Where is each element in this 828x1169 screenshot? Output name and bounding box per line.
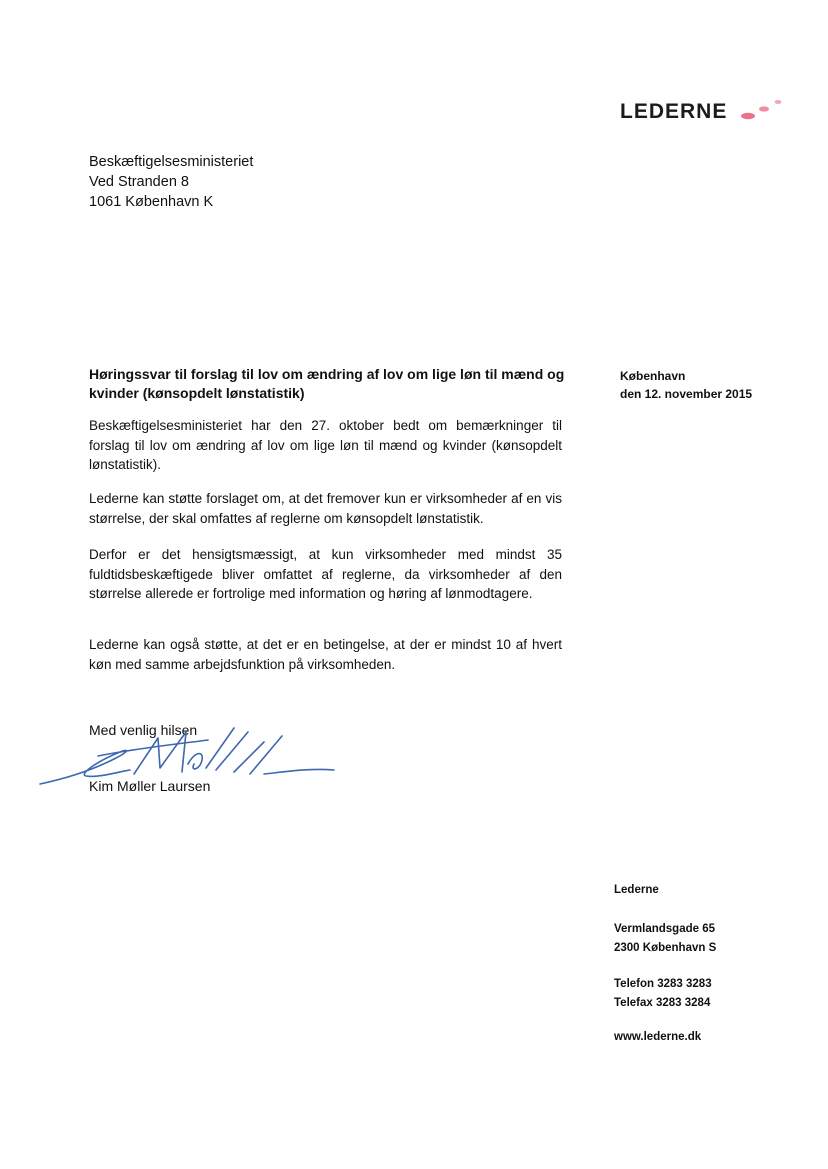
footer-org: Lederne	[614, 884, 659, 896]
logo-dots-icon	[738, 96, 790, 124]
footer-phone: Telefon 3283 3283	[614, 978, 712, 990]
recipient-street: Ved Stranden 8	[89, 174, 189, 190]
body-paragraph: Lederne kan støtte forslaget om, at det fremover kun er virksomheder af en vis størrelse, der skal omfattes af reglerne om kønsopdelt lønstatistik.	[89, 491, 562, 526]
closing-greeting: Med venlig hilsen	[89, 722, 198, 738]
company-logo	[620, 96, 790, 128]
footer-street: Vermlandsgade 65	[614, 923, 715, 935]
recipient-name: Beskæftigelsesministeriet	[89, 154, 254, 170]
signer-name: Kim Møller Laursen	[89, 778, 211, 794]
body-paragraph: Beskæftigelsesministeriet har den 27. oktober bedt om bemærkninger til forslag til lov om ændring af lov om lige løn til mænd og kvinder (kønsopdelt lønstatistik).	[89, 418, 562, 472]
letter-subject: Høringssvar til forslag til lov om ændring af lov om lige løn til mænd og kvinder (kønsopdelt lønstatistik)	[89, 366, 565, 401]
body-paragraph: Lederne kan også støtte, at det er en betingelse, at der er mindst 10 af hvert køn med samme arbejdsfunktion på virksomheden.	[89, 637, 562, 672]
date-block	[620, 367, 752, 403]
logo-wordmark: LEDERNE	[620, 100, 728, 123]
footer-city: 2300 København S	[614, 942, 717, 954]
letter-date: den 12. november 2015	[620, 387, 753, 401]
body-paragraph: Derfor er det hensigtsmæssigt, at kun virksomheder med mindst 35 fuldtidsbeskæftigede bliver omfattet af reglerne, da virksomheder af den størrelse allerede er fortrolige med information og høring af lønmodtagere.	[89, 547, 562, 601]
footer-contact	[614, 975, 712, 1013]
footer-fax: Telefax 3283 3284	[614, 997, 711, 1009]
recipient-address	[89, 152, 253, 212]
footer-address	[614, 920, 716, 958]
recipient-city: 1061 København K	[89, 194, 214, 210]
date-place: København	[620, 369, 686, 383]
footer-website-link[interactable]: www.lederne.dk	[614, 1031, 702, 1043]
